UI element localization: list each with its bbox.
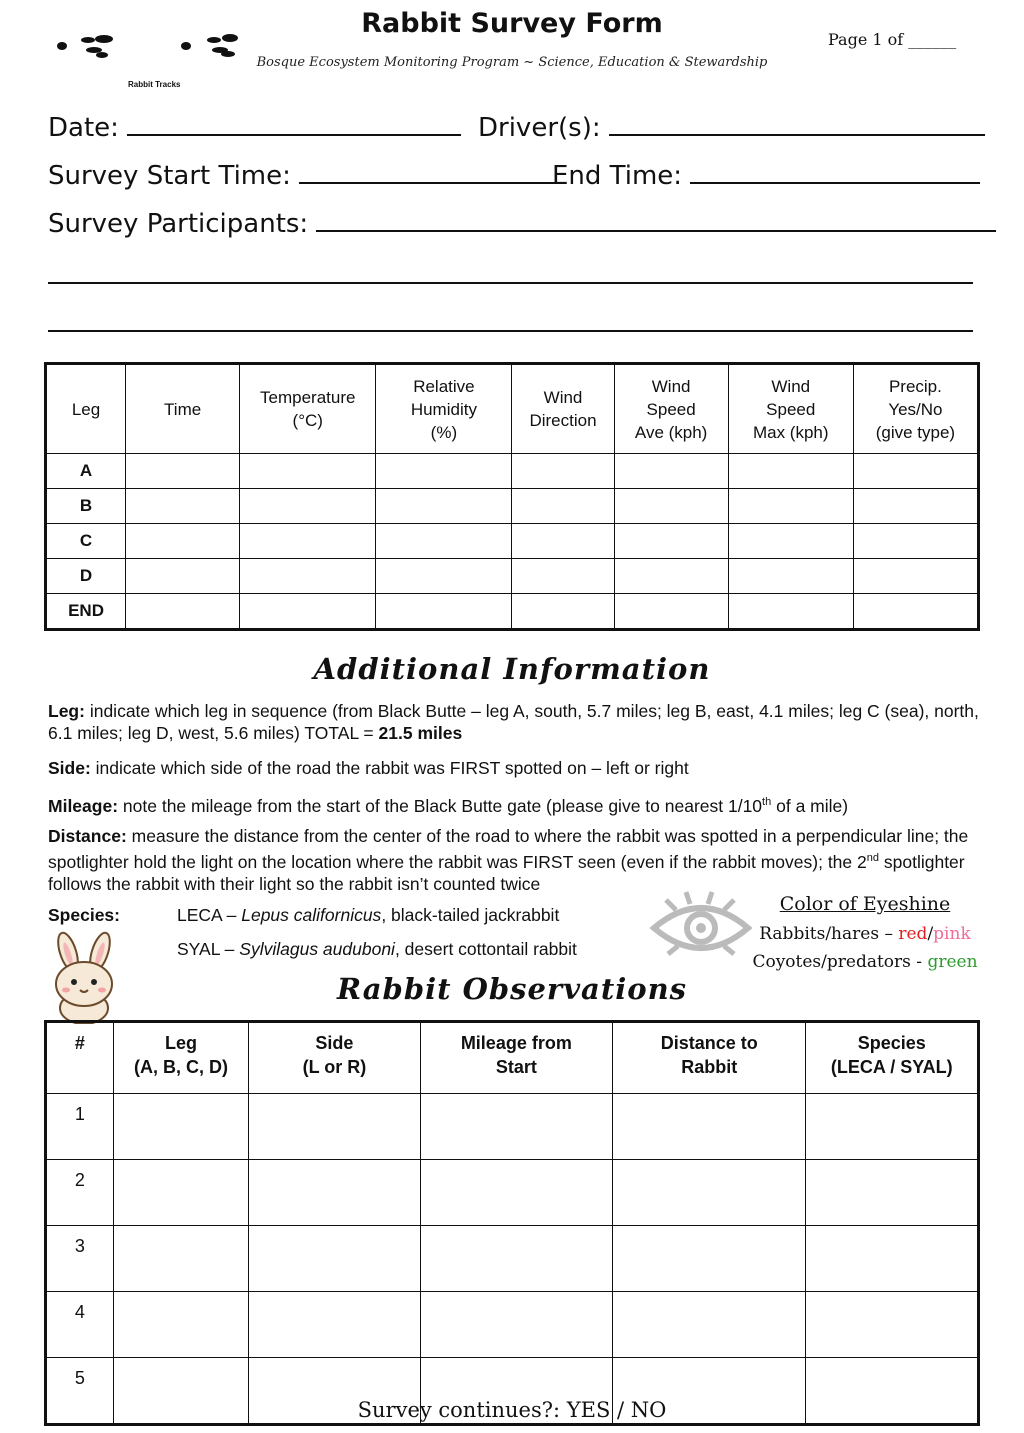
species-1 (177, 904, 559, 926)
observations-col-header (613, 1022, 806, 1094)
participants-field[interactable] (48, 206, 996, 239)
observation-cell[interactable] (613, 1094, 806, 1160)
date-label: Date: (48, 113, 119, 143)
end-time-field[interactable] (552, 158, 980, 191)
weather-row-leg: D (46, 559, 126, 594)
additional-info-heading: Additional Information (313, 652, 711, 686)
weather-cell[interactable] (240, 594, 376, 630)
participants-line-2[interactable] (48, 258, 973, 284)
weather-cell[interactable] (728, 489, 853, 524)
weather-cell[interactable] (614, 454, 728, 489)
observations-col-header-line: Mileage from (460, 1033, 572, 1053)
date-field[interactable] (48, 110, 461, 143)
species-2-code: SYAL – (177, 939, 235, 959)
observation-row (46, 1226, 979, 1292)
weather-cell[interactable] (614, 594, 728, 630)
observations-col-header-line: # (74, 1033, 85, 1053)
page-of-field[interactable]: Page 1 of ______ (828, 30, 957, 49)
observation-row (46, 1094, 979, 1160)
form-title: Rabbit Survey Form (361, 8, 663, 39)
weather-cell[interactable] (614, 524, 728, 559)
drivers-field[interactable] (478, 110, 985, 143)
eyeshine-rabbits (730, 924, 1000, 944)
weather-row (46, 594, 979, 630)
weather-row-leg: C (46, 524, 126, 559)
weather-col-header-line: Humidity (410, 399, 477, 419)
observation-cell[interactable] (806, 1226, 979, 1292)
weather-col-header (614, 364, 728, 454)
weather-row (46, 489, 979, 524)
weather-col-header-line: Yes/No (888, 399, 943, 419)
species-1-scientific: Lepus californicus (241, 905, 382, 925)
weather-col-header (46, 364, 126, 454)
date-blank[interactable] (127, 110, 461, 136)
weather-col-header-line: Temperature (260, 388, 356, 407)
eyeshine-rabbits-label: Rabbits/hares – (759, 924, 893, 944)
weather-col-header-line: Wind (651, 376, 691, 396)
eyeshine-title: Color of Eyeshine (779, 893, 951, 915)
weather-header-row (46, 364, 979, 454)
weather-cell[interactable] (512, 454, 614, 489)
leg-info-label: Leg: (48, 701, 85, 721)
weather-cell[interactable] (376, 524, 512, 559)
eyeshine-slash: / (927, 924, 934, 944)
weather-cell[interactable] (728, 559, 853, 594)
weather-cell[interactable] (376, 559, 512, 594)
weather-cell[interactable] (512, 559, 614, 594)
observations-col-header (420, 1022, 612, 1094)
weather-col-header-line: Time (164, 399, 202, 419)
weather-cell[interactable] (614, 489, 728, 524)
species-info-label: Species: (48, 905, 120, 925)
weather-cell[interactable] (376, 454, 512, 489)
observation-cell[interactable] (420, 1094, 612, 1160)
observation-cell[interactable] (420, 1292, 612, 1358)
species-info (48, 904, 648, 959)
weather-cell[interactable] (728, 524, 853, 559)
observation-cell[interactable] (806, 1160, 979, 1226)
distance-info-sup: nd (866, 852, 879, 864)
end-time-label: End Time: (552, 161, 683, 191)
observations-col-header (806, 1022, 979, 1094)
weather-cell[interactable] (853, 489, 978, 524)
observations-col-header (113, 1022, 249, 1094)
observations-col-header-line: Side (315, 1033, 354, 1053)
weather-table (44, 362, 980, 631)
observation-row-number: 2 (46, 1160, 114, 1226)
form-subtitle: Bosque Ecosystem Monitoring Program ~ Science, Education & Stewardship (256, 55, 768, 70)
end-time-blank[interactable] (690, 158, 980, 184)
observations-col-header-line: Start (495, 1057, 537, 1077)
weather-col-header-line: Wind (771, 376, 811, 396)
species-1-common: , black-tailed jackrabbit (381, 905, 560, 925)
observation-cell[interactable] (249, 1292, 420, 1358)
start-time-label: Survey Start Time: (48, 161, 291, 191)
observation-cell[interactable] (113, 1292, 249, 1358)
weather-row (46, 524, 979, 559)
side-info (48, 757, 993, 779)
observation-cell[interactable] (613, 1226, 806, 1292)
distance-info-text: measure the distance from the center of the road to where the rabbit was spotted in a perpendicular line; the spotlighter hold the light on the location where the rabbit was FIRST seen (even if the rabbit moves); the 2 (48, 826, 969, 872)
eyeshine-coyotes (730, 952, 1000, 972)
weather-col-header-line: Relative (413, 376, 475, 396)
leg-info-total: 21.5 miles (378, 723, 463, 743)
weather-cell[interactable] (853, 559, 978, 594)
side-info-text: indicate which side of the road the rabbit was FIRST spotted on – left or right (95, 758, 689, 778)
weather-col-header-line: Speed (766, 399, 816, 419)
observation-cell[interactable] (806, 1094, 979, 1160)
eyeshine-pink: pink (933, 924, 971, 944)
weather-col-header-line: Wind (543, 388, 583, 407)
weather-cell[interactable] (126, 489, 240, 524)
species-2-common: , desert cottontail rabbit (394, 939, 577, 959)
survey-continues[interactable]: Survey continues?: YES / NO (357, 1398, 667, 1422)
eyeshine-red: red (898, 924, 928, 944)
observation-cell[interactable] (113, 1094, 249, 1160)
weather-cell[interactable] (240, 489, 376, 524)
observation-cell[interactable] (113, 1160, 249, 1226)
observations-col-header-line: (LECA / SYAL) (830, 1057, 953, 1077)
observation-cell[interactable] (613, 1292, 806, 1358)
weather-col-header-line: Leg (71, 399, 101, 419)
weather-row-leg: END (46, 594, 126, 630)
observation-cell[interactable] (420, 1160, 612, 1226)
mileage-info-text-2: of a mile) (776, 795, 849, 816)
observation-row (46, 1160, 979, 1226)
weather-cell[interactable] (376, 594, 512, 630)
eyeshine-green: green (927, 952, 978, 972)
weather-row-leg: B (46, 489, 126, 524)
observation-row (46, 1292, 979, 1358)
participants-label: Survey Participants: (48, 209, 309, 239)
weather-col-header-line: Ave (kph) (634, 422, 708, 442)
weather-cell[interactable] (512, 594, 614, 630)
weather-col-header-line: (give type) (875, 422, 956, 442)
weather-cell[interactable] (512, 524, 614, 559)
observation-row-number: 4 (46, 1292, 114, 1358)
observation-cell[interactable] (249, 1160, 420, 1226)
observation-cell[interactable] (113, 1226, 249, 1292)
observation-row-number: 3 (46, 1226, 114, 1292)
weather-col-header-line: Precip. (888, 376, 942, 396)
observation-cell[interactable] (420, 1226, 612, 1292)
weather-cell[interactable] (376, 489, 512, 524)
weather-col-header (376, 364, 512, 454)
participants-blank[interactable] (316, 206, 996, 232)
side-info-label: Side: (48, 758, 91, 778)
tracks-label: Rabbit Tracks (128, 80, 181, 89)
weather-cell[interactable] (240, 454, 376, 489)
drivers-blank[interactable] (609, 110, 985, 136)
weather-col-header (853, 364, 978, 454)
start-time-blank[interactable] (299, 158, 559, 184)
distance-info (48, 825, 993, 895)
observations-col-header-line: Distance to (660, 1033, 758, 1053)
observations-header-row (46, 1022, 979, 1094)
observation-cell[interactable] (613, 1160, 806, 1226)
observations-col-header-line: Leg (164, 1033, 197, 1053)
mileage-info (48, 791, 993, 817)
leg-info (48, 700, 993, 744)
weather-col-header (240, 364, 376, 454)
distance-info-text-2: spotlighter follows the rabbit with their light so the rabbit isn’t counted twice (48, 851, 965, 894)
weather-cell[interactable] (728, 594, 853, 630)
observations-col-header-line: (L or R) (302, 1057, 367, 1077)
observation-row-number: 1 (46, 1094, 114, 1160)
weather-cell[interactable] (126, 454, 240, 489)
observations-col-header (46, 1022, 114, 1094)
weather-cell[interactable] (240, 524, 376, 559)
species-2 (177, 938, 577, 960)
weather-col-header-line: (°C) (292, 411, 323, 430)
observations-col-header (249, 1022, 420, 1094)
weather-cell[interactable] (126, 524, 240, 559)
eyeshine-coyotes-label: Coyotes/predators - (752, 952, 923, 972)
weather-col-header (126, 364, 240, 454)
leg-info-text: indicate which leg in sequence (from Black Butte – leg A, south, 5.7 miles; leg B, east, 4.1 miles; leg C (sea), north, 6.1 miles; leg D, west, 5.6 miles) TOTAL = (48, 701, 979, 743)
weather-cell[interactable] (126, 594, 240, 630)
species-2-scientific: Sylvilagus auduboni (239, 939, 395, 959)
weather-cell[interactable] (728, 454, 853, 489)
start-time-field[interactable] (48, 158, 559, 191)
observations-col-header-line: (A, B, C, D) (133, 1057, 228, 1077)
participants-line-3[interactable] (48, 306, 973, 332)
weather-row (46, 454, 979, 489)
weather-cell[interactable] (853, 524, 978, 559)
observation-cell[interactable] (806, 1292, 979, 1358)
observations-col-header-line: Species (857, 1033, 926, 1053)
observation-row-number: 5 (46, 1358, 114, 1425)
observations-col-header-line: Rabbit (681, 1057, 738, 1077)
mileage-info-label: Mileage: (48, 795, 119, 816)
observation-cell[interactable] (249, 1094, 420, 1160)
mileage-info-sup: th (762, 796, 772, 808)
species-1-code: LECA – (177, 905, 237, 925)
observations-table (44, 1020, 980, 1426)
weather-cell[interactable] (240, 559, 376, 594)
distance-info-label: Distance: (48, 826, 127, 846)
weather-cell[interactable] (512, 489, 614, 524)
weather-col-header-line: Max (kph) (752, 422, 829, 442)
weather-cell[interactable] (853, 594, 978, 630)
observation-cell[interactable] (249, 1226, 420, 1292)
observations-heading: Rabbit Observations (336, 972, 688, 1006)
weather-cell[interactable] (126, 559, 240, 594)
weather-col-header-line: Direction (529, 411, 597, 430)
drivers-label: Driver(s): (478, 113, 601, 143)
weather-cell[interactable] (614, 559, 728, 594)
weather-col-header-line: (%) (430, 422, 458, 442)
weather-col-header (512, 364, 614, 454)
weather-row (46, 559, 979, 594)
weather-col-header-line: Speed (646, 399, 696, 419)
weather-col-header (728, 364, 853, 454)
weather-cell[interactable] (853, 454, 978, 489)
mileage-info-text: note the mileage from the start of the Black Butte gate (please give to nearest 1/10 (122, 795, 763, 816)
weather-row-leg: A (46, 454, 126, 489)
